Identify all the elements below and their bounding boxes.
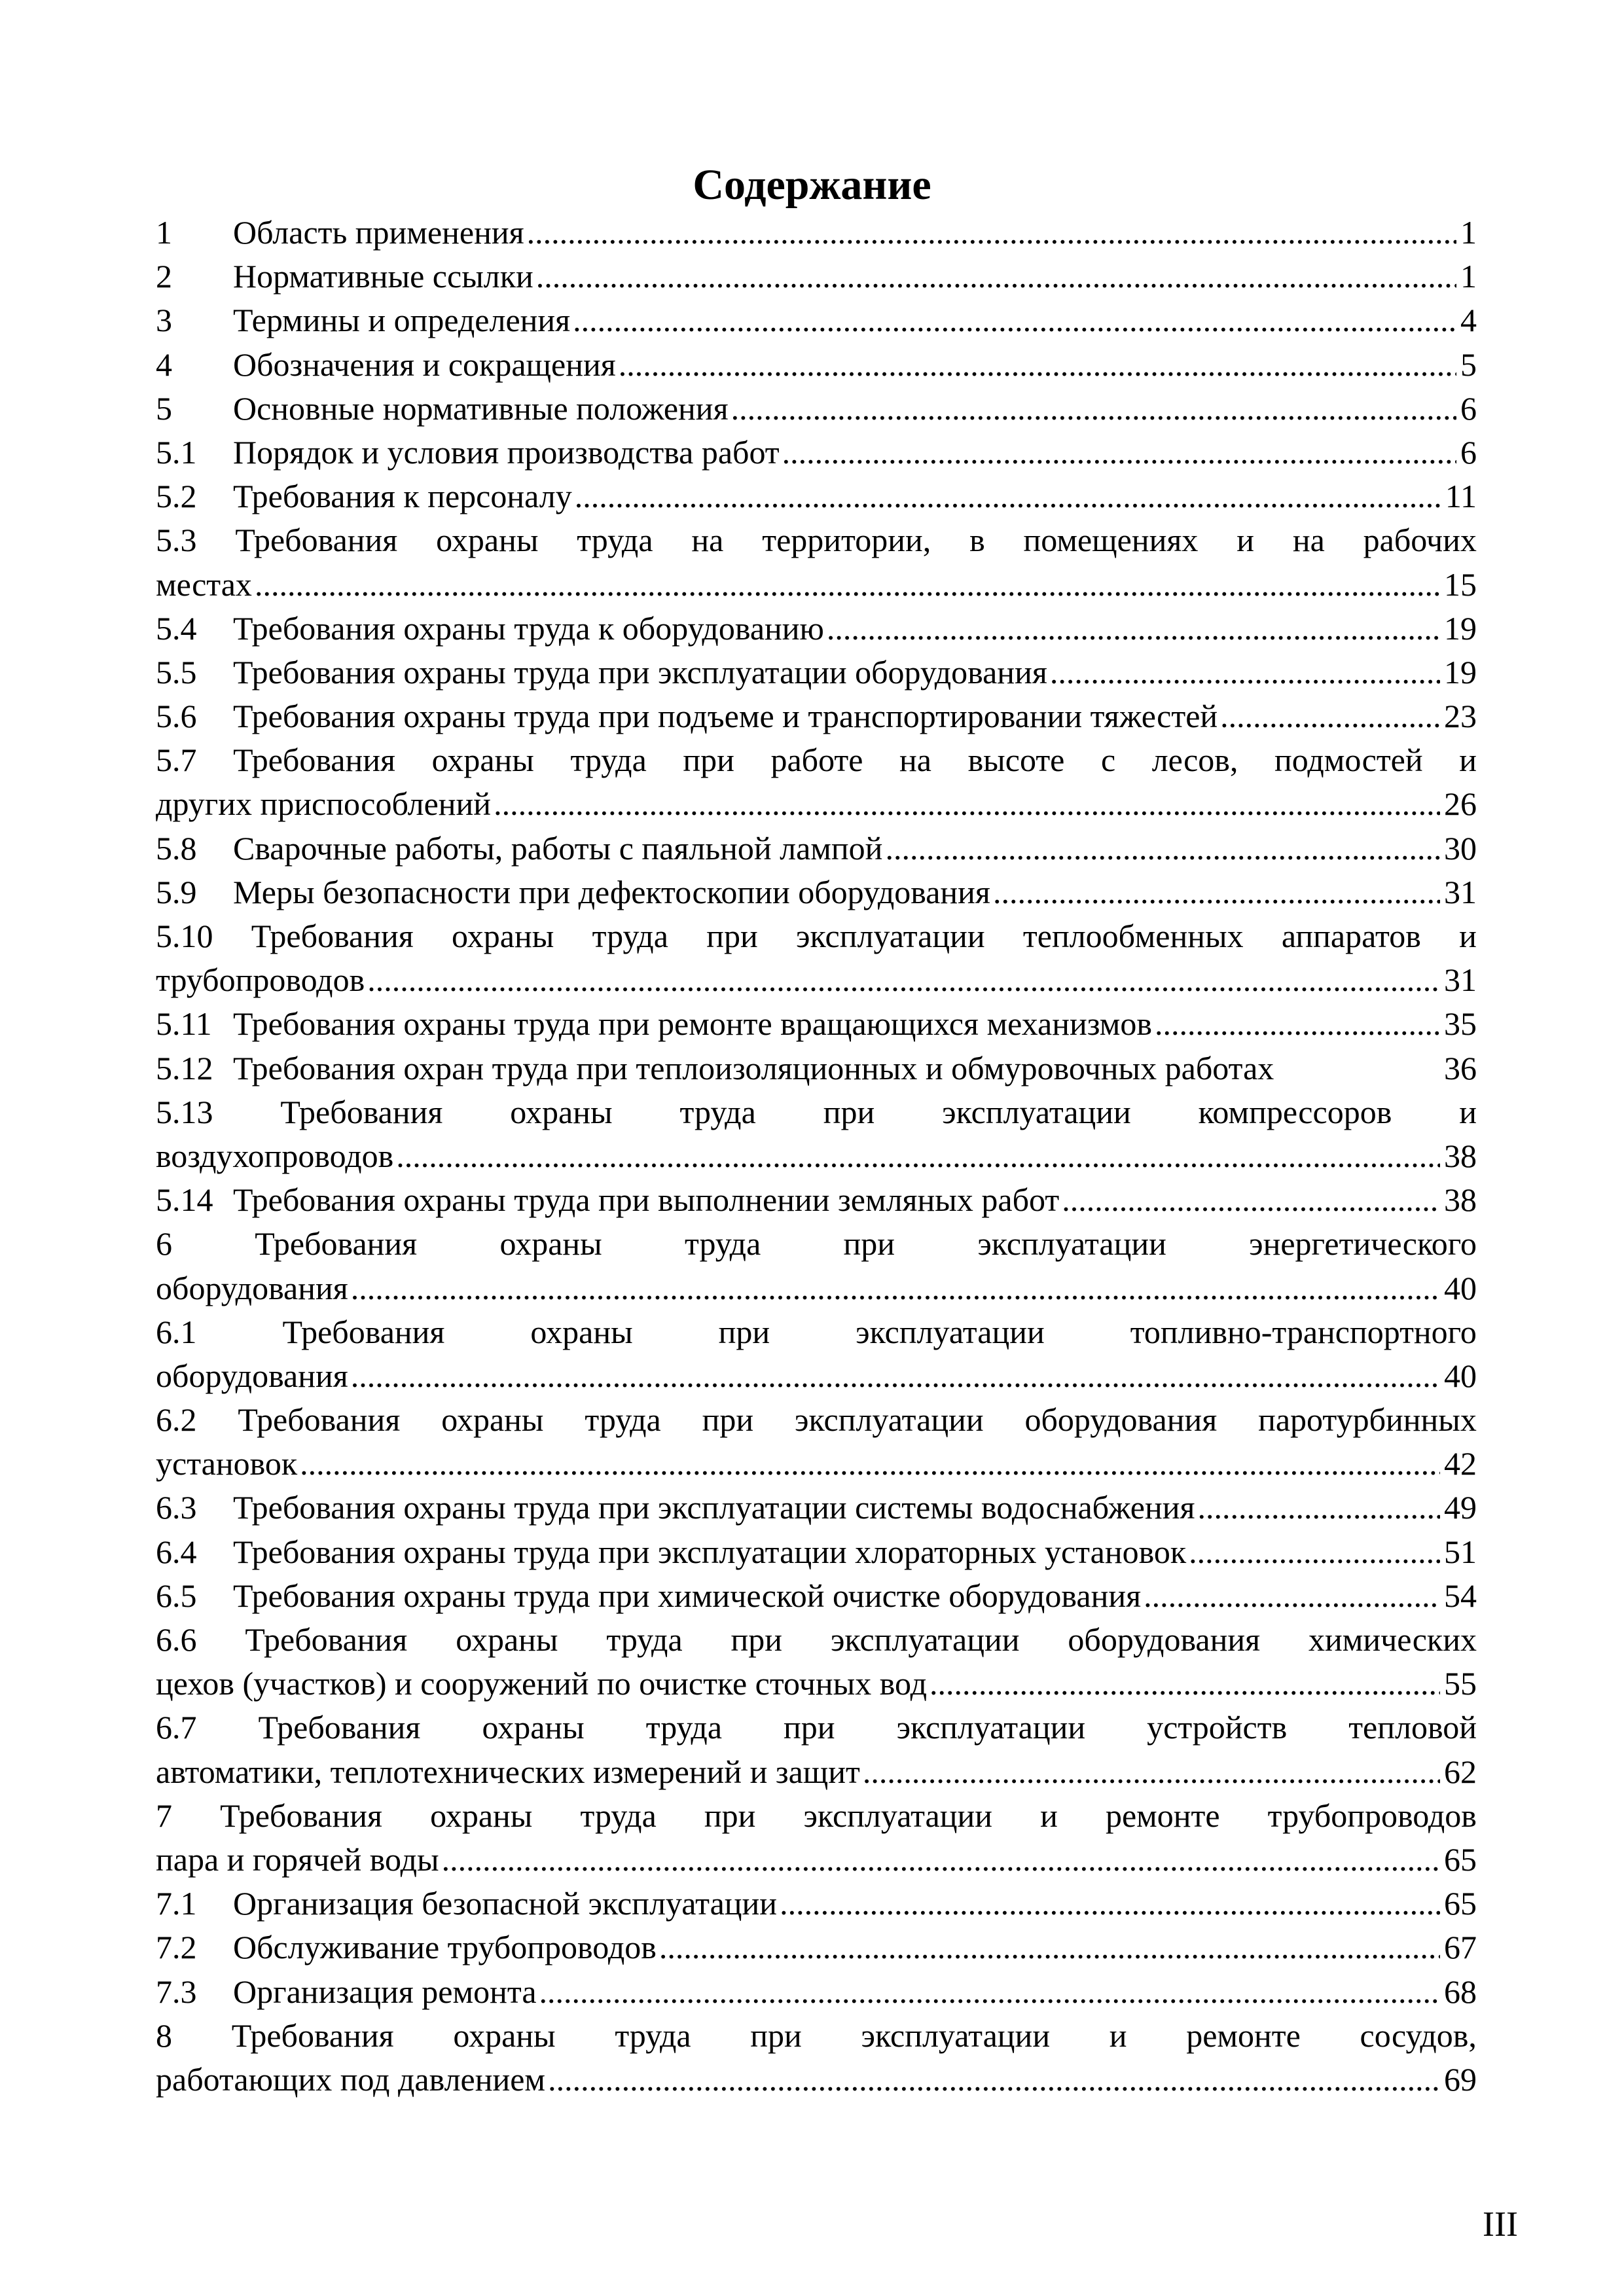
toc-entry-word: охраны xyxy=(482,1709,585,1746)
dot-leader xyxy=(536,255,1456,298)
toc-entry-word: охраны xyxy=(430,1797,533,1834)
toc-entry-word: паротурбинных xyxy=(1258,1401,1477,1439)
toc-entry-page: 31 xyxy=(1444,873,1477,910)
toc-entry-word: теплообменных xyxy=(1022,918,1244,954)
toc-entry-word: охраны xyxy=(436,522,539,559)
toc-entry-number: 6.3 xyxy=(156,1489,197,1526)
dot-leader xyxy=(575,475,1441,518)
toc-entry-line xyxy=(156,958,1477,1002)
toc-entry-word: эксплуатации xyxy=(803,1797,993,1834)
toc-entry-number: 3 xyxy=(156,302,172,339)
toc-entry-word: энергетического xyxy=(1249,1225,1477,1263)
toc-entry-word: Требования xyxy=(251,918,414,954)
toc-entry-word: на xyxy=(691,522,724,559)
page-footer-number: III xyxy=(1483,2204,1518,2244)
toc-entry-word: при xyxy=(731,1621,783,1658)
toc-entry-word: труда xyxy=(592,918,668,954)
toc-entry-word: территории, xyxy=(762,522,931,559)
toc-entry-word: эксплуатации xyxy=(830,1621,1020,1658)
toc-entry-word: эксплуатации xyxy=(856,1313,1045,1350)
toc-entry-text-continued: трубопроводов xyxy=(156,961,365,999)
toc-entry-word: Требования xyxy=(238,1401,401,1439)
toc-entry-word: и xyxy=(1109,2017,1127,2054)
dot-leader xyxy=(731,387,1456,431)
dot-leader xyxy=(1155,1002,1440,1046)
toc-entry-line xyxy=(156,1134,1477,1178)
toc-entry-word: эксплуатации xyxy=(896,1709,1086,1746)
toc-entry-page: 68 xyxy=(1444,1973,1477,2010)
toc-entry-page: 40 xyxy=(1444,1269,1477,1306)
toc-entry-word: оборудования xyxy=(1024,1401,1218,1439)
toc-entry-word: охраны xyxy=(453,2017,556,2054)
dot-leader xyxy=(929,1662,1440,1706)
toc-entry-text-continued: других приспособлений xyxy=(156,785,492,823)
toc-entry-number: 7 xyxy=(156,1797,172,1834)
toc-entry-word: Требования xyxy=(231,2017,394,2054)
toc-entry-page: 6 xyxy=(1460,389,1477,427)
toc-entry-number: 7.3 xyxy=(156,1973,197,2010)
toc-entry[interactable] xyxy=(156,343,1477,387)
toc-entry-page: 26 xyxy=(1444,785,1477,823)
toc-entry-text: Требования охраны труда при эксплуатации системы водоснабжения xyxy=(233,1489,1195,1526)
dot-leader xyxy=(659,1926,1440,1969)
toc-entry-page: 54 xyxy=(1444,1577,1477,1614)
toc-entry[interactable] xyxy=(156,518,1477,606)
toc-entry-page: 40 xyxy=(1444,1357,1477,1394)
toc-entry-line xyxy=(156,1794,1477,1838)
toc-entry-word: и xyxy=(1236,522,1254,559)
dot-leader xyxy=(300,1442,1440,1486)
toc-entry[interactable] xyxy=(156,694,1477,738)
toc-entry-word: Требования xyxy=(280,1093,443,1130)
toc-entry-text: Сварочные работы, работы с паяльной лампой xyxy=(233,829,883,867)
toc-entry-word: Требования xyxy=(255,1225,418,1263)
toc-entry-text: Организация безопасной эксплуатации xyxy=(233,1885,778,1922)
toc-entry-word: при xyxy=(823,1093,875,1130)
toc-entry-page: 1 xyxy=(1460,214,1477,251)
toc-entry-word: компрессоров xyxy=(1198,1093,1392,1130)
dot-leader xyxy=(351,1266,1440,1310)
toc-entry[interactable] xyxy=(156,1882,1477,1926)
toc-entry-text: Порядок и условия производства работ xyxy=(233,433,780,471)
toc-entry-line xyxy=(156,694,1477,738)
toc-entry-word: высоте xyxy=(967,742,1065,779)
toc-entry-line xyxy=(156,298,1477,342)
toc-entry-line xyxy=(156,607,1477,651)
toc-entry-number: 5.10 xyxy=(156,918,213,954)
dot-leader xyxy=(863,1750,1440,1794)
toc-entry[interactable] xyxy=(156,651,1477,694)
toc-entry-page: 55 xyxy=(1444,1665,1477,1702)
toc-entry-word: Требования xyxy=(233,742,396,779)
toc-entry-word: при xyxy=(702,1401,754,1439)
toc-entry[interactable] xyxy=(156,1047,1477,1090)
toc-entry-word: труда xyxy=(645,1709,723,1746)
toc-entry-text: Требования охраны труда при выполнении земляных работ xyxy=(233,1181,1060,1219)
toc-entry-word: при xyxy=(704,1797,756,1834)
toc-entry-number: 5 xyxy=(156,389,172,427)
toc-entry-text-continued: местах xyxy=(156,565,252,603)
dot-leader xyxy=(1050,651,1440,694)
toc-entry-word: трубопроводов xyxy=(1267,1797,1477,1834)
dot-leader xyxy=(396,1134,1440,1178)
toc-entry-line xyxy=(156,1266,1477,1310)
toc-entry-line xyxy=(156,1970,1477,2014)
toc-entry-page: 62 xyxy=(1444,1753,1477,1790)
toc-entry-word: Требования xyxy=(245,1621,408,1658)
toc-entry-line xyxy=(156,475,1477,518)
toc-entry-number: 8 xyxy=(156,2017,172,2054)
toc-entry-number: 6.6 xyxy=(156,1621,197,1658)
toc-entry-word: эксплуатации xyxy=(796,918,985,954)
toc-entry-line xyxy=(156,1706,1477,1749)
toc-entry-number: 5.1 xyxy=(156,433,197,471)
toc-entry-page: 11 xyxy=(1445,478,1477,515)
dot-leader xyxy=(1144,1574,1440,1618)
toc-entry-line xyxy=(156,1574,1477,1618)
toc-entry-page: 19 xyxy=(1444,609,1477,647)
toc-entry-line xyxy=(156,211,1477,255)
toc-entry-number: 5.5 xyxy=(156,653,197,691)
toc-entry-text: Термины и определения xyxy=(233,302,571,339)
toc-entry-line xyxy=(156,1882,1477,1926)
toc-entry-word: труда xyxy=(606,1621,683,1658)
toc-entry[interactable] xyxy=(156,431,1477,475)
toc-entry-number: 5.9 xyxy=(156,873,197,910)
toc-entry-number: 2 xyxy=(156,258,172,295)
toc-entry-word: при xyxy=(750,2017,802,2054)
toc-entry-page: 38 xyxy=(1444,1181,1477,1219)
toc-entry-word: при xyxy=(683,742,734,779)
toc-entry[interactable] xyxy=(156,1970,1477,2014)
toc-entry-page: 65 xyxy=(1444,1840,1477,1878)
dot-leader xyxy=(527,211,1456,255)
toc-entry-word: эксплуатации xyxy=(977,1225,1166,1263)
toc-entry-word: охраны xyxy=(431,742,534,779)
dot-leader xyxy=(255,563,1440,607)
toc-entry-line xyxy=(156,914,1477,958)
toc-entry[interactable] xyxy=(156,1574,1477,1618)
toc-entry-word: труда xyxy=(580,1797,657,1834)
toc-entry[interactable] xyxy=(156,1926,1477,1969)
toc-entry-page: 31 xyxy=(1444,961,1477,999)
toc-entry[interactable] xyxy=(156,1310,1477,1398)
toc-entry-word: труда xyxy=(577,522,653,559)
toc-entry[interactable] xyxy=(156,870,1477,914)
dot-leader xyxy=(442,1838,1440,1882)
toc-entry-number: 5.13 xyxy=(156,1093,213,1130)
toc-entry-page: 4 xyxy=(1460,302,1477,339)
table-of-contents xyxy=(156,211,1477,2102)
toc-entry-number: 6 xyxy=(156,1225,172,1263)
toc-entry-word: аппаратов xyxy=(1281,918,1421,954)
toc-entry-text: Требования охраны труда при химической очистке оборудования xyxy=(233,1577,1142,1614)
toc-entry[interactable] xyxy=(156,1618,1477,1706)
toc-entry-number: 5.8 xyxy=(156,829,197,867)
dot-leader xyxy=(351,1354,1440,1398)
dot-leader xyxy=(1197,1486,1440,1530)
toc-entry-page: 5 xyxy=(1460,346,1477,383)
toc-entry-line xyxy=(156,1178,1477,1222)
toc-entry-line xyxy=(156,1222,1477,1266)
toc-entry-line xyxy=(156,563,1477,607)
dot-leader xyxy=(539,1970,1440,2014)
dot-leader xyxy=(1062,1178,1440,1222)
toc-entry[interactable] xyxy=(156,607,1477,651)
toc-entry-word: устройств xyxy=(1147,1709,1288,1746)
dot-leader xyxy=(993,870,1440,914)
toc-entry-page: 19 xyxy=(1444,653,1477,691)
toc-entry-text: Требования охраны труда при эксплуатации хлораторных установок xyxy=(233,1533,1187,1570)
toc-entry-word: эксплуатации xyxy=(861,2017,1051,2054)
toc-entry-line xyxy=(156,518,1477,562)
toc-entry[interactable] xyxy=(156,2014,1477,2102)
dot-leader xyxy=(494,782,1440,826)
toc-entry-line xyxy=(156,1926,1477,1969)
toc-entry-word: при xyxy=(843,1225,895,1263)
toc-entry-word: охраны xyxy=(452,918,554,954)
toc-entry-text: Меры безопасности при дефектоскопии оборудования xyxy=(233,873,990,910)
toc-entry-line xyxy=(156,255,1477,298)
toc-entry-number: 4 xyxy=(156,346,172,383)
toc-entry-line xyxy=(156,1838,1477,1882)
toc-entry[interactable] xyxy=(156,738,1477,826)
toc-entry-page: 38 xyxy=(1444,1137,1477,1174)
toc-entry-page: 36 xyxy=(1444,1049,1477,1086)
toc-entry-line xyxy=(156,1530,1477,1574)
toc-entry[interactable] xyxy=(156,1090,1477,1178)
toc-entry-number: 6.7 xyxy=(156,1709,197,1746)
toc-entry-page: 30 xyxy=(1444,829,1477,867)
toc-entry-word: Требования xyxy=(282,1313,445,1350)
toc-entry-word: труда xyxy=(685,1225,761,1263)
toc-entry-number: 7.1 xyxy=(156,1885,197,1922)
toc-entry-text: Нормативные ссылки xyxy=(233,258,533,295)
toc-entry-number: 5.7 xyxy=(156,742,197,779)
toc-entry-word: охраны xyxy=(530,1313,633,1350)
toc-entry-word: и xyxy=(1459,742,1477,779)
toc-entry-line xyxy=(156,1090,1477,1134)
toc-entry-line xyxy=(156,1047,1477,1090)
toc-entry-text: Требования охраны труда к оборудованию xyxy=(233,609,824,647)
dot-leader xyxy=(619,343,1456,387)
toc-entry-line xyxy=(156,387,1477,431)
toc-entry-text: Обозначения и сокращения xyxy=(233,346,616,383)
toc-entry-word: при xyxy=(706,918,758,954)
toc-entry-word: охраны xyxy=(510,1093,613,1130)
toc-entry-word: и xyxy=(1040,1797,1058,1834)
toc-entry-text-continued: установок xyxy=(156,1445,298,1482)
toc-entry-page: 23 xyxy=(1444,698,1477,735)
toc-entry-word: при xyxy=(718,1313,770,1350)
toc-entry-text: Требования к персоналу xyxy=(233,478,572,515)
toc-entry[interactable] xyxy=(156,475,1477,518)
toc-entry-line xyxy=(156,1618,1477,1662)
toc-entry-line xyxy=(156,827,1477,870)
toc-entry[interactable] xyxy=(156,1530,1477,1574)
toc-entry-word: на xyxy=(899,742,931,779)
toc-entry-line xyxy=(156,1398,1477,1442)
toc-entry-word: труда xyxy=(615,2017,691,2054)
dot-leader xyxy=(367,958,1440,1002)
toc-entry-page: 65 xyxy=(1444,1885,1477,1922)
toc-entry-number: 5.4 xyxy=(156,609,197,647)
toc-entry-word: работе xyxy=(770,742,863,779)
toc-entry-number: 6.4 xyxy=(156,1533,197,1570)
toc-entry[interactable] xyxy=(156,1222,1477,1310)
toc-entry-word: труда xyxy=(585,1401,661,1439)
toc-entry-word: рабочих xyxy=(1363,522,1477,559)
toc-entry-word: эксплуатации xyxy=(795,1401,984,1439)
toc-entry-word: ремонте xyxy=(1105,1797,1220,1834)
toc-entry-line xyxy=(156,1662,1477,1706)
dot-leader xyxy=(1220,694,1440,738)
dot-leader xyxy=(1189,1530,1440,1574)
toc-entry-word: лесов, xyxy=(1151,742,1238,779)
dot-leader xyxy=(827,607,1440,651)
toc-entry-line xyxy=(156,738,1477,782)
toc-entry-word: охраны xyxy=(441,1401,544,1439)
toc-entry-line xyxy=(156,1310,1477,1354)
toc-entry-text: Требования охран труда при теплоизоляционных и обмуровочных работах xyxy=(233,1049,1274,1086)
toc-entry-word: труда xyxy=(570,742,647,779)
toc-entry-number: 5.14 xyxy=(156,1181,213,1219)
toc-entry-line xyxy=(156,870,1477,914)
toc-entry-word: и xyxy=(1459,918,1477,954)
toc-entry-number: 5.12 xyxy=(156,1049,213,1086)
toc-entry-word: труда xyxy=(679,1093,756,1130)
toc-entry-word: помещениях xyxy=(1023,522,1199,559)
dot-leader xyxy=(573,298,1456,342)
toc-entry-word: эксплуатации xyxy=(942,1093,1131,1130)
toc-entry-number: 6.2 xyxy=(156,1401,197,1439)
dot-leader xyxy=(548,2058,1440,2102)
toc-entry-page: 51 xyxy=(1444,1533,1477,1570)
toc-entry-line xyxy=(156,2058,1477,2102)
toc-entry-word: тепловой xyxy=(1348,1709,1477,1746)
toc-entry-number: 7.2 xyxy=(156,1929,197,1966)
toc-entry-text: Основные нормативные положения xyxy=(233,389,729,427)
toc-entry[interactable] xyxy=(156,827,1477,870)
toc-entry[interactable] xyxy=(156,255,1477,298)
toc-entry-word: ремонте xyxy=(1186,2017,1301,2054)
toc-entry-page: 6 xyxy=(1460,433,1477,471)
toc-entry-text-continued: оборудования xyxy=(156,1269,348,1306)
toc-entry-line xyxy=(156,2014,1477,2058)
toc-entry-word: сосудов, xyxy=(1360,2017,1477,2054)
toc-entry-word: Требования xyxy=(235,522,398,559)
toc-entry-word: на xyxy=(1292,522,1325,559)
toc-entry-page: 67 xyxy=(1444,1929,1477,1966)
toc-entry[interactable] xyxy=(156,1002,1477,1046)
toc-entry-text: Область применения xyxy=(233,214,524,251)
toc-entry-page: 42 xyxy=(1444,1445,1477,1482)
toc-entry[interactable] xyxy=(156,298,1477,342)
toc-entry-word: при xyxy=(784,1709,835,1746)
toc-entry-line xyxy=(156,782,1477,826)
toc-entry-line xyxy=(156,1442,1477,1486)
toc-entry-number: 1 xyxy=(156,214,172,251)
page-title: Содержание xyxy=(693,161,931,209)
toc-entry-word: Требования xyxy=(258,1709,421,1746)
toc-entry-number: 6.5 xyxy=(156,1577,197,1614)
toc-entry-line xyxy=(156,1354,1477,1398)
toc-entry-text: Требования охраны труда при подъеме и транспортировании тяжестей xyxy=(233,698,1218,735)
toc-entry-text-continued: воздухопроводов xyxy=(156,1137,394,1174)
toc-entry-text-continued: пара и горячей воды xyxy=(156,1840,439,1878)
dot-leader xyxy=(780,1882,1440,1926)
toc-entry-page: 69 xyxy=(1444,2060,1477,2098)
toc-entry-word: подмостей xyxy=(1274,742,1423,779)
toc-entry[interactable] xyxy=(156,1398,1477,1486)
toc-entry-page: 1 xyxy=(1460,258,1477,295)
toc-entry-line xyxy=(156,1486,1477,1530)
toc-entry-number: 5.6 xyxy=(156,698,197,735)
toc-entry-word: с xyxy=(1100,742,1116,779)
toc-entry-word: и xyxy=(1459,1093,1477,1130)
toc-entry-page: 15 xyxy=(1444,565,1477,603)
toc-entry[interactable] xyxy=(156,914,1477,1002)
toc-entry-line xyxy=(156,651,1477,694)
toc-entry-page: 35 xyxy=(1444,1005,1477,1043)
toc-entry-number: 5.11 xyxy=(156,1005,212,1043)
toc-entry-word: охраны xyxy=(499,1225,602,1263)
toc-entry-line xyxy=(156,1002,1477,1046)
toc-entry[interactable] xyxy=(156,211,1477,255)
toc-entry-line xyxy=(156,1750,1477,1794)
toc-entry-text-continued: цехов (участков) и сооружений по очистке сточных вод xyxy=(156,1665,928,1702)
dot-leader xyxy=(782,431,1456,475)
toc-entry[interactable] xyxy=(156,1178,1477,1222)
toc-entry-word: оборудования xyxy=(1068,1621,1261,1658)
toc-entry[interactable] xyxy=(156,1486,1477,1530)
toc-entry-word: охраны xyxy=(456,1621,558,1658)
toc-entry-number: 6.1 xyxy=(156,1313,197,1350)
toc-entry-page: 49 xyxy=(1444,1489,1477,1526)
toc-entry[interactable] xyxy=(156,1706,1477,1793)
toc-entry-text: Обслуживание трубопроводов xyxy=(233,1929,657,1966)
toc-entry[interactable] xyxy=(156,387,1477,431)
toc-entry-number: 5.2 xyxy=(156,478,197,515)
toc-entry-text: Требования охраны труда при эксплуатации оборудования xyxy=(233,653,1047,691)
toc-entry[interactable] xyxy=(156,1794,1477,1882)
toc-entry-number: 5.3 xyxy=(156,522,197,559)
toc-entry-word: химических xyxy=(1308,1621,1477,1658)
toc-entry-line xyxy=(156,343,1477,387)
toc-entry-word: Требования xyxy=(220,1797,383,1834)
toc-entry-text: Требования охраны труда при ремонте вращающихся механизмов xyxy=(233,1005,1153,1043)
dot-leader xyxy=(885,827,1440,870)
toc-entry-text-continued: работающих под давлением xyxy=(156,2060,546,2098)
toc-entry-word: в xyxy=(969,522,985,559)
toc-entry-text: Организация ремонта xyxy=(233,1973,537,2010)
toc-entry-text-continued: автоматики, теплотехнических измерений и защит xyxy=(156,1753,860,1790)
toc-entry-text-continued: оборудования xyxy=(156,1357,348,1394)
toc-entry-word: топливно-транспортного xyxy=(1130,1313,1477,1350)
toc-entry-line xyxy=(156,431,1477,475)
